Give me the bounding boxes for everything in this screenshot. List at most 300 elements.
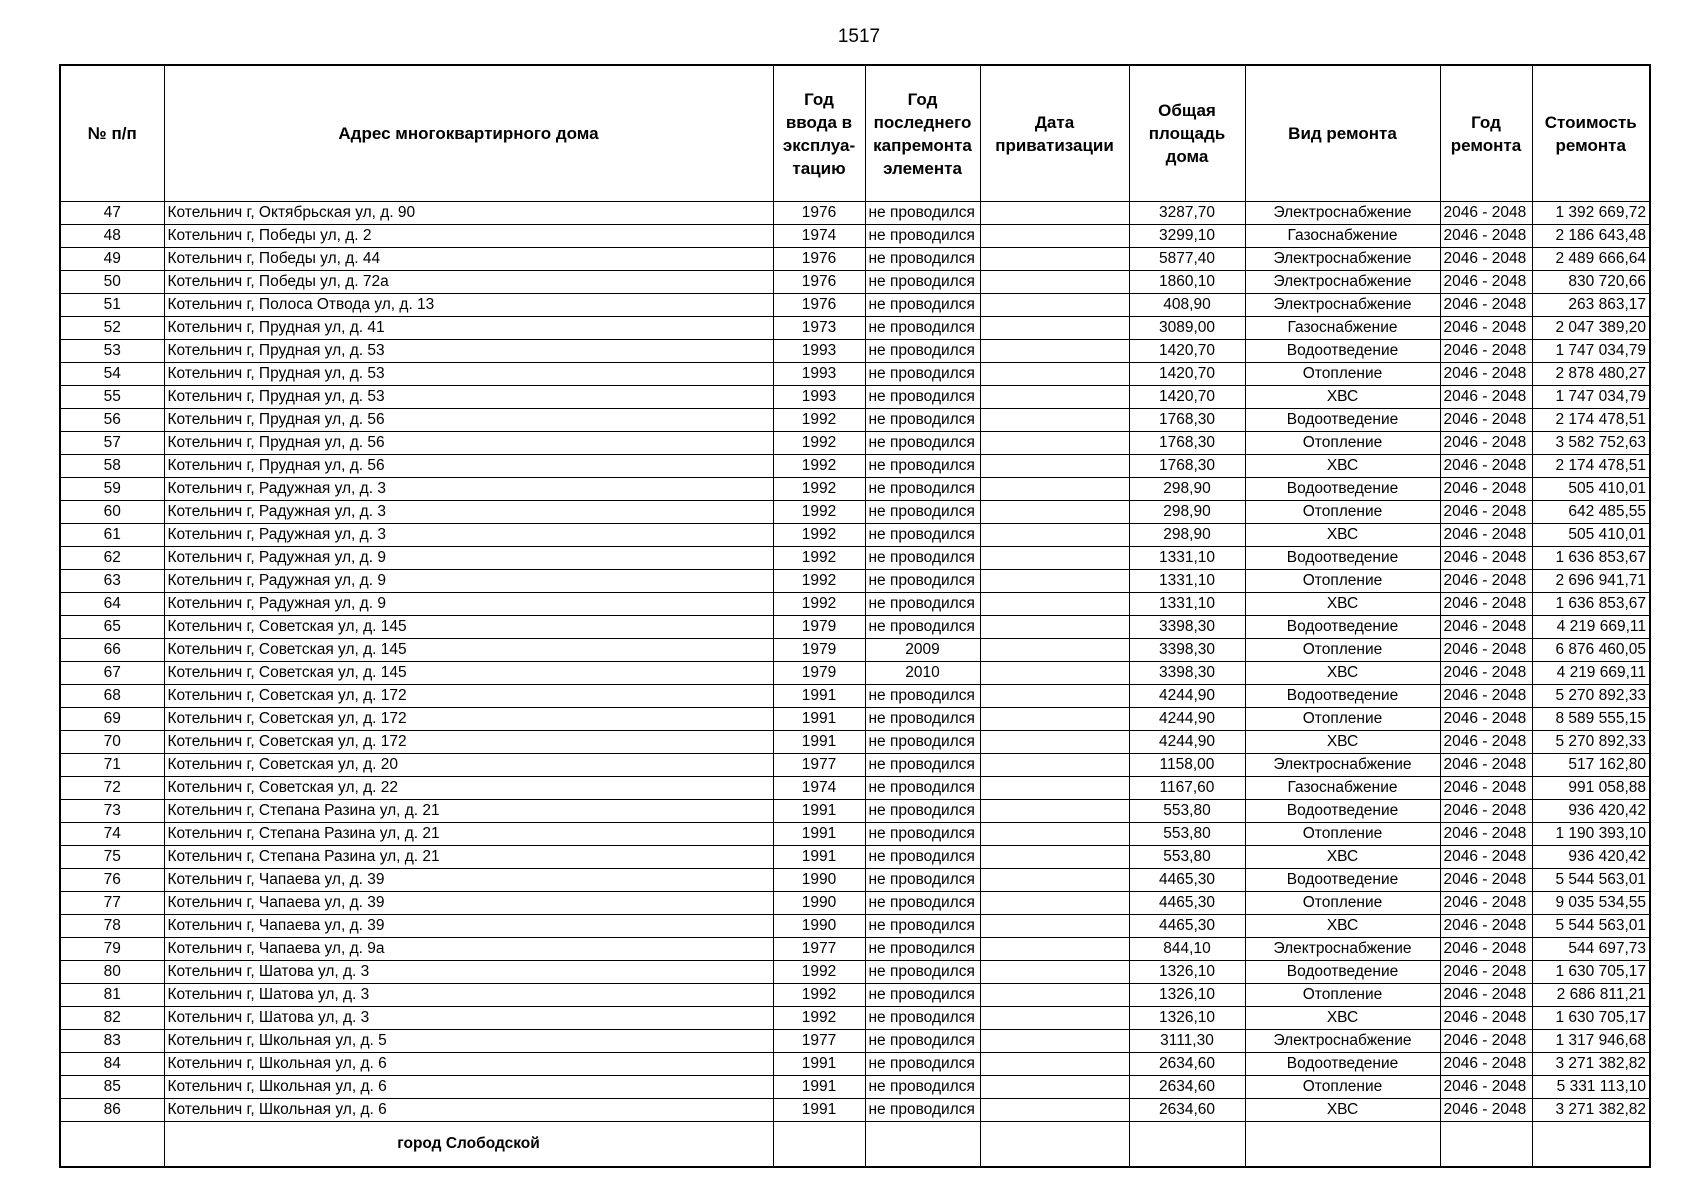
cell-privatization — [980, 478, 1129, 501]
cell-area: 298,90 — [1129, 501, 1245, 524]
cell-last-repair: не проводился — [865, 1053, 980, 1076]
cell-last-repair: не проводился — [865, 478, 980, 501]
cell-repair-year: 2046 - 2048 — [1440, 547, 1532, 570]
cell-repair-type: ХВС — [1245, 915, 1440, 938]
cell-repair-year: 2046 - 2048 — [1440, 501, 1532, 524]
cell-repair-year: 2046 - 2048 — [1440, 432, 1532, 455]
cell-num: 74 — [60, 823, 164, 846]
cell-cost: 991 058,88 — [1532, 777, 1650, 800]
header-cost: Стоимость ремонта — [1532, 65, 1650, 202]
cell-num: 66 — [60, 639, 164, 662]
cell-repair-year: 2046 - 2048 — [1440, 294, 1532, 317]
cell-num: 79 — [60, 938, 164, 961]
cell-cost: 1 392 669,72 — [1532, 202, 1650, 225]
table-row — [60, 386, 1650, 409]
cell-repair-year: 2046 - 2048 — [1440, 478, 1532, 501]
cell-num: 49 — [60, 248, 164, 271]
cell-area: 298,90 — [1129, 524, 1245, 547]
cell-cost: 1 747 034,79 — [1532, 386, 1650, 409]
footer-empty-cell — [1440, 1122, 1532, 1168]
cell-cost: 1 636 853,67 — [1532, 593, 1650, 616]
cell-repair-type: Водоотведение — [1245, 685, 1440, 708]
cell-num: 75 — [60, 846, 164, 869]
cell-area: 1326,10 — [1129, 961, 1245, 984]
cell-num: 57 — [60, 432, 164, 455]
cell-last-repair: не проводился — [865, 432, 980, 455]
cell-cost: 5 544 563,01 — [1532, 869, 1650, 892]
cell-address: Котельнич г, Радужная ул, д. 3 — [164, 524, 773, 547]
cell-year-built: 1992 — [773, 524, 865, 547]
cell-year-built: 1990 — [773, 915, 865, 938]
cell-repair-year: 2046 - 2048 — [1440, 570, 1532, 593]
cell-year-built: 1976 — [773, 202, 865, 225]
cell-repair-type: Водоотведение — [1245, 800, 1440, 823]
cell-cost: 544 697,73 — [1532, 938, 1650, 961]
cell-area: 1167,60 — [1129, 777, 1245, 800]
cell-cost: 5 544 563,01 — [1532, 915, 1650, 938]
header-last-repair: Год последнего капремонта элемента — [865, 65, 980, 202]
cell-address: Котельнич г, Радужная ул, д. 3 — [164, 478, 773, 501]
cell-address: Котельнич г, Советская ул, д. 172 — [164, 685, 773, 708]
cell-privatization — [980, 1053, 1129, 1076]
cell-repair-year: 2046 - 2048 — [1440, 1030, 1532, 1053]
cell-privatization — [980, 294, 1129, 317]
cell-last-repair: не проводился — [865, 754, 980, 777]
cell-repair-year: 2046 - 2048 — [1440, 823, 1532, 846]
table-row — [60, 225, 1650, 248]
table-row — [60, 455, 1650, 478]
cell-repair-year: 2046 - 2048 — [1440, 202, 1532, 225]
cell-privatization — [980, 938, 1129, 961]
cell-address: Котельнич г, Школьная ул, д. 6 — [164, 1099, 773, 1122]
table-row — [60, 915, 1650, 938]
cell-repair-year: 2046 - 2048 — [1440, 1099, 1532, 1122]
cell-repair-type: ХВС — [1245, 1007, 1440, 1030]
cell-num: 55 — [60, 386, 164, 409]
cell-last-repair: не проводился — [865, 1007, 980, 1030]
cell-address: Котельнич г, Победы ул, д. 44 — [164, 248, 773, 271]
cell-address: Котельнич г, Советская ул, д. 20 — [164, 754, 773, 777]
table-row — [60, 777, 1650, 800]
cell-area: 408,90 — [1129, 294, 1245, 317]
city-section-row — [60, 1122, 1650, 1168]
cell-repair-year: 2046 - 2048 — [1440, 754, 1532, 777]
cell-privatization — [980, 731, 1129, 754]
cell-cost: 2 489 666,64 — [1532, 248, 1650, 271]
cell-cost: 2 174 478,51 — [1532, 409, 1650, 432]
table-row — [60, 478, 1650, 501]
repair-register-table — [59, 64, 1651, 1168]
cell-privatization — [980, 662, 1129, 685]
cell-last-repair: не проводился — [865, 202, 980, 225]
cell-area: 3398,30 — [1129, 639, 1245, 662]
cell-area: 1331,10 — [1129, 547, 1245, 570]
cell-area: 1420,70 — [1129, 340, 1245, 363]
cell-last-repair: не проводился — [865, 547, 980, 570]
cell-area: 844,10 — [1129, 938, 1245, 961]
cell-area: 2634,60 — [1129, 1099, 1245, 1122]
cell-year-built: 1992 — [773, 455, 865, 478]
cell-area: 4244,90 — [1129, 685, 1245, 708]
cell-year-built: 1990 — [773, 869, 865, 892]
cell-num: 78 — [60, 915, 164, 938]
cell-privatization — [980, 455, 1129, 478]
cell-area: 4244,90 — [1129, 708, 1245, 731]
cell-last-repair: не проводился — [865, 340, 980, 363]
cell-num: 80 — [60, 961, 164, 984]
cell-address: Котельнич г, Степана Разина ул, д. 21 — [164, 846, 773, 869]
cell-num: 67 — [60, 662, 164, 685]
table-row — [60, 1053, 1650, 1076]
table-row — [60, 708, 1650, 731]
cell-year-built: 1973 — [773, 317, 865, 340]
cell-repair-type: ХВС — [1245, 593, 1440, 616]
cell-cost: 3 582 752,63 — [1532, 432, 1650, 455]
cell-area: 3398,30 — [1129, 616, 1245, 639]
cell-address: Котельнич г, Чапаева ул, д. 9а — [164, 938, 773, 961]
cell-year-built: 1992 — [773, 961, 865, 984]
cell-area: 3398,30 — [1129, 662, 1245, 685]
cell-num: 76 — [60, 869, 164, 892]
table-row — [60, 961, 1650, 984]
cell-address: Котельнич г, Советская ул, д. 172 — [164, 731, 773, 754]
table-row — [60, 524, 1650, 547]
table-row — [60, 685, 1650, 708]
cell-last-repair: не проводился — [865, 271, 980, 294]
cell-address: Котельнич г, Радужная ул, д. 9 — [164, 593, 773, 616]
cell-repair-year: 2046 - 2048 — [1440, 1007, 1532, 1030]
cell-cost: 1 630 705,17 — [1532, 961, 1650, 984]
cell-num: 69 — [60, 708, 164, 731]
cell-address: Котельнич г, Прудная ул, д. 41 — [164, 317, 773, 340]
cell-area: 1420,70 — [1129, 363, 1245, 386]
cell-repair-year: 2046 - 2048 — [1440, 248, 1532, 271]
cell-last-repair: не проводился — [865, 915, 980, 938]
cell-num: 65 — [60, 616, 164, 639]
cell-year-built: 1977 — [773, 1030, 865, 1053]
cell-cost: 6 876 460,05 — [1532, 639, 1650, 662]
cell-year-built: 1991 — [773, 708, 865, 731]
cell-last-repair: не проводился — [865, 846, 980, 869]
table-row — [60, 248, 1650, 271]
cell-num: 70 — [60, 731, 164, 754]
cell-cost: 2 696 941,71 — [1532, 570, 1650, 593]
cell-privatization — [980, 593, 1129, 616]
cell-num: 73 — [60, 800, 164, 823]
cell-area: 3299,10 — [1129, 225, 1245, 248]
cell-repair-type: Отопление — [1245, 708, 1440, 731]
cell-num: 83 — [60, 1030, 164, 1053]
cell-repair-year: 2046 - 2048 — [1440, 1076, 1532, 1099]
cell-repair-year: 2046 - 2048 — [1440, 961, 1532, 984]
cell-area: 1768,30 — [1129, 455, 1245, 478]
cell-address: Котельнич г, Советская ул, д. 22 — [164, 777, 773, 800]
table-row — [60, 754, 1650, 777]
cell-privatization — [980, 317, 1129, 340]
page-number: 1517 — [837, 26, 881, 47]
cell-repair-type: Отопление — [1245, 984, 1440, 1007]
table-row — [60, 639, 1650, 662]
cell-last-repair: не проводился — [865, 248, 980, 271]
cell-cost: 517 162,80 — [1532, 754, 1650, 777]
cell-last-repair: не проводился — [865, 938, 980, 961]
cell-address: Котельнич г, Прудная ул, д. 53 — [164, 340, 773, 363]
cell-privatization — [980, 524, 1129, 547]
cell-cost: 9 035 534,55 — [1532, 892, 1650, 915]
cell-cost: 505 410,01 — [1532, 524, 1650, 547]
cell-address: Котельнич г, Шатова ул, д. 3 — [164, 1007, 773, 1030]
table-row — [60, 846, 1650, 869]
cell-num: 51 — [60, 294, 164, 317]
table-row — [60, 616, 1650, 639]
cell-repair-year: 2046 - 2048 — [1440, 363, 1532, 386]
cell-address: Котельнич г, Степана Разина ул, д. 21 — [164, 823, 773, 846]
table-row — [60, 271, 1650, 294]
cell-repair-type: Газоснабжение — [1245, 777, 1440, 800]
cell-repair-year: 2046 - 2048 — [1440, 731, 1532, 754]
cell-num: 50 — [60, 271, 164, 294]
cell-year-built: 1974 — [773, 777, 865, 800]
cell-repair-type: ХВС — [1245, 386, 1440, 409]
cell-address: Котельнич г, Шатова ул, д. 3 — [164, 984, 773, 1007]
cell-area: 4244,90 — [1129, 731, 1245, 754]
header-address: Адрес многоквартирного дома — [164, 65, 773, 202]
cell-repair-type: Отопление — [1245, 823, 1440, 846]
cell-address: Котельнич г, Прудная ул, д. 53 — [164, 363, 773, 386]
cell-cost: 1 747 034,79 — [1532, 340, 1650, 363]
cell-privatization — [980, 846, 1129, 869]
cell-address: Котельнич г, Победы ул, д. 2 — [164, 225, 773, 248]
cell-num: 63 — [60, 570, 164, 593]
footer-empty-cell — [60, 1122, 164, 1168]
cell-num: 71 — [60, 754, 164, 777]
table-row — [60, 938, 1650, 961]
table-row — [60, 1007, 1650, 1030]
table-row — [60, 984, 1650, 1007]
cell-num: 81 — [60, 984, 164, 1007]
cell-repair-type: Отопление — [1245, 639, 1440, 662]
cell-cost: 5 270 892,33 — [1532, 685, 1650, 708]
cell-last-repair: не проводился — [865, 294, 980, 317]
cell-repair-year: 2046 - 2048 — [1440, 869, 1532, 892]
cell-repair-type: Электроснабжение — [1245, 202, 1440, 225]
cell-address: Котельнич г, Советская ул, д. 145 — [164, 639, 773, 662]
cell-last-repair: не проводился — [865, 892, 980, 915]
cell-address: Котельнич г, Прудная ул, д. 56 — [164, 432, 773, 455]
cell-last-repair: не проводился — [865, 524, 980, 547]
cell-num: 64 — [60, 593, 164, 616]
cell-last-repair: 2010 — [865, 662, 980, 685]
cell-address: Котельнич г, Октябрьская ул, д. 90 — [164, 202, 773, 225]
cell-cost: 5 331 113,10 — [1532, 1076, 1650, 1099]
cell-cost: 642 485,55 — [1532, 501, 1650, 524]
cell-last-repair: не проводился — [865, 1076, 980, 1099]
cell-last-repair: не проводился — [865, 800, 980, 823]
cell-num: 68 — [60, 685, 164, 708]
cell-privatization — [980, 869, 1129, 892]
cell-address: Котельнич г, Советская ул, д. 145 — [164, 616, 773, 639]
cell-repair-type: ХВС — [1245, 1099, 1440, 1122]
cell-year-built: 1974 — [773, 225, 865, 248]
cell-year-built: 1976 — [773, 248, 865, 271]
cell-area: 3287,70 — [1129, 202, 1245, 225]
cell-last-repair: не проводился — [865, 409, 980, 432]
cell-area: 1860,10 — [1129, 271, 1245, 294]
cell-repair-type: Водоотведение — [1245, 478, 1440, 501]
cell-num: 86 — [60, 1099, 164, 1122]
cell-cost: 505 410,01 — [1532, 478, 1650, 501]
cell-repair-type: Отопление — [1245, 363, 1440, 386]
cell-num: 85 — [60, 1076, 164, 1099]
cell-repair-type: Отопление — [1245, 570, 1440, 593]
cell-privatization — [980, 409, 1129, 432]
footer-empty-cell — [865, 1122, 980, 1168]
cell-repair-year: 2046 - 2048 — [1440, 386, 1532, 409]
cell-year-built: 1991 — [773, 1099, 865, 1122]
cell-repair-type: ХВС — [1245, 662, 1440, 685]
cell-repair-type: Электроснабжение — [1245, 938, 1440, 961]
cell-repair-year: 2046 - 2048 — [1440, 938, 1532, 961]
cell-area: 3111,30 — [1129, 1030, 1245, 1053]
cell-privatization — [980, 800, 1129, 823]
header-privatization: Дата приватизации — [980, 65, 1129, 202]
cell-repair-year: 2046 - 2048 — [1440, 225, 1532, 248]
cell-last-repair: не проводился — [865, 1099, 980, 1122]
cell-address: Котельнич г, Радужная ул, д. 9 — [164, 570, 773, 593]
cell-last-repair: не проводился — [865, 455, 980, 478]
footer-empty-cell — [1532, 1122, 1650, 1168]
cell-year-built: 1990 — [773, 892, 865, 915]
cell-privatization — [980, 570, 1129, 593]
cell-area: 4465,30 — [1129, 915, 1245, 938]
cell-address: Котельнич г, Шатова ул, д. 3 — [164, 961, 773, 984]
cell-repair-type: Отопление — [1245, 432, 1440, 455]
footer-empty-cell — [1245, 1122, 1440, 1168]
cell-area: 553,80 — [1129, 823, 1245, 846]
cell-year-built: 1991 — [773, 800, 865, 823]
header-area: Общая площадь дома — [1129, 65, 1245, 202]
cell-address: Котельнич г, Радужная ул, д. 3 — [164, 501, 773, 524]
cell-last-repair: не проводился — [865, 616, 980, 639]
cell-year-built: 1992 — [773, 547, 865, 570]
cell-privatization — [980, 1030, 1129, 1053]
cell-repair-type: Газоснабжение — [1245, 317, 1440, 340]
cell-last-repair: не проводился — [865, 317, 980, 340]
cell-area: 3089,00 — [1129, 317, 1245, 340]
cell-repair-year: 2046 - 2048 — [1440, 892, 1532, 915]
cell-repair-year: 2046 - 2048 — [1440, 317, 1532, 340]
table-body — [60, 202, 1650, 1122]
cell-repair-year: 2046 - 2048 — [1440, 800, 1532, 823]
cell-address: Котельнич г, Чапаева ул, д. 39 — [164, 892, 773, 915]
cell-address: Котельнич г, Прудная ул, д. 53 — [164, 386, 773, 409]
table-row — [60, 317, 1650, 340]
cell-privatization — [980, 225, 1129, 248]
table-row — [60, 363, 1650, 386]
header-repair-year: Год ремонта — [1440, 65, 1532, 202]
cell-privatization — [980, 1099, 1129, 1122]
cell-year-built: 1991 — [773, 1053, 865, 1076]
table-row — [60, 547, 1650, 570]
cell-year-built: 1991 — [773, 731, 865, 754]
cell-address: Котельнич г, Школьная ул, д. 5 — [164, 1030, 773, 1053]
cell-privatization — [980, 777, 1129, 800]
cell-repair-year: 2046 - 2048 — [1440, 409, 1532, 432]
cell-address: Котельнич г, Советская ул, д. 145 — [164, 662, 773, 685]
cell-repair-year: 2046 - 2048 — [1440, 846, 1532, 869]
cell-last-repair: не проводился — [865, 777, 980, 800]
cell-repair-type: Отопление — [1245, 501, 1440, 524]
cell-address: Котельнич г, Школьная ул, д. 6 — [164, 1053, 773, 1076]
cell-num: 54 — [60, 363, 164, 386]
cell-num: 53 — [60, 340, 164, 363]
cell-repair-year: 2046 - 2048 — [1440, 271, 1532, 294]
cell-last-repair: не проводился — [865, 731, 980, 754]
cell-year-built: 1993 — [773, 386, 865, 409]
cell-address: Котельнич г, Степана Разина ул, д. 21 — [164, 800, 773, 823]
cell-last-repair: 2009 — [865, 639, 980, 662]
footer-empty-cell — [1129, 1122, 1245, 1168]
cell-repair-type: Газоснабжение — [1245, 225, 1440, 248]
cell-address: Котельнич г, Чапаева ул, д. 39 — [164, 869, 773, 892]
cell-repair-year: 2046 - 2048 — [1440, 984, 1532, 1007]
cell-repair-type: Водоотведение — [1245, 409, 1440, 432]
cell-privatization — [980, 685, 1129, 708]
footer-empty-cell — [980, 1122, 1129, 1168]
cell-cost: 2 174 478,51 — [1532, 455, 1650, 478]
cell-num: 84 — [60, 1053, 164, 1076]
cell-year-built: 1979 — [773, 639, 865, 662]
cell-privatization — [980, 340, 1129, 363]
cell-repair-type: Водоотведение — [1245, 616, 1440, 639]
cell-repair-year: 2046 - 2048 — [1440, 340, 1532, 363]
cell-cost: 1 317 946,68 — [1532, 1030, 1650, 1053]
cell-repair-year: 2046 - 2048 — [1440, 455, 1532, 478]
cell-repair-type: Электроснабжение — [1245, 271, 1440, 294]
cell-privatization — [980, 501, 1129, 524]
table-row — [60, 662, 1650, 685]
cell-cost: 263 863,17 — [1532, 294, 1650, 317]
table-row — [60, 1099, 1650, 1122]
cell-num: 52 — [60, 317, 164, 340]
cell-cost: 1 630 705,17 — [1532, 1007, 1650, 1030]
table-row — [60, 202, 1650, 225]
footer-empty-cell — [773, 1122, 865, 1168]
cell-year-built: 1977 — [773, 938, 865, 961]
cell-cost: 830 720,66 — [1532, 271, 1650, 294]
cell-repair-year: 2046 - 2048 — [1440, 685, 1532, 708]
cell-area: 553,80 — [1129, 846, 1245, 869]
cell-privatization — [980, 616, 1129, 639]
cell-repair-type: Отопление — [1245, 892, 1440, 915]
cell-area: 4465,30 — [1129, 869, 1245, 892]
cell-privatization — [980, 363, 1129, 386]
table-row — [60, 340, 1650, 363]
city-section-label: город Слободской — [164, 1122, 773, 1168]
table-row — [60, 593, 1650, 616]
cell-num: 62 — [60, 547, 164, 570]
table-row — [60, 432, 1650, 455]
cell-year-built: 1993 — [773, 340, 865, 363]
cell-address: Котельнич г, Школьная ул, д. 6 — [164, 1076, 773, 1099]
table-row — [60, 1030, 1650, 1053]
table-row — [60, 294, 1650, 317]
cell-last-repair: не проводился — [865, 363, 980, 386]
cell-address: Котельнич г, Прудная ул, д. 56 — [164, 409, 773, 432]
cell-area: 553,80 — [1129, 800, 1245, 823]
cell-privatization — [980, 432, 1129, 455]
table-row — [60, 501, 1650, 524]
